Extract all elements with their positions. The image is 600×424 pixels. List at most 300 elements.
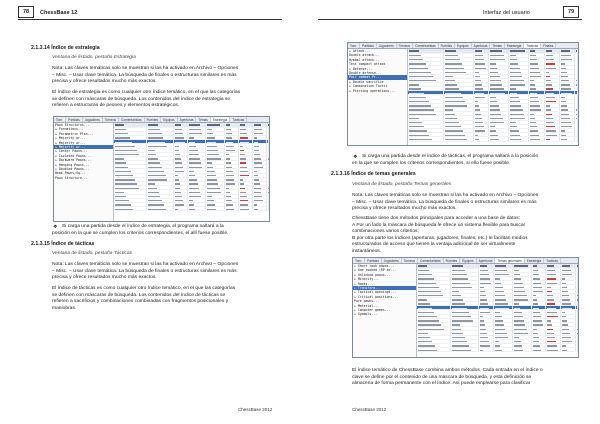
grid-cell <box>479 306 494 309</box>
grid-cell <box>561 306 576 309</box>
grid-cell <box>494 273 513 276</box>
grid-cell <box>174 203 188 206</box>
grid-cell <box>147 157 174 160</box>
grid-cell <box>474 58 489 61</box>
screenshot-tab: Comentaristas <box>119 117 145 122</box>
grid-cell <box>267 190 269 193</box>
running-title: Interfaz del usuario <box>483 10 530 16</box>
grid-cell <box>576 315 579 318</box>
grid-cell <box>545 54 560 57</box>
grid-cell <box>206 161 224 164</box>
grid-cell <box>494 285 513 288</box>
grid-cell <box>408 62 444 65</box>
grid-cell <box>575 54 578 57</box>
grid-cell <box>560 104 575 107</box>
note-line: – Misc. – Usar clave temática. La búsqueda de finales o estructuras similares es más <box>352 199 537 205</box>
grid-cell <box>225 174 239 177</box>
grid-cell <box>444 125 474 128</box>
grid-cell <box>444 121 474 124</box>
grid-cell <box>560 91 575 94</box>
grid-cell <box>575 108 578 111</box>
grid-cell <box>408 104 444 107</box>
grid-cell <box>206 153 224 156</box>
grid-cell <box>561 294 576 297</box>
body-line: El índice temático de ChessBase combina ambos métodos. Cada entrada en el índice o <box>352 368 543 373</box>
intro-line: ChessBase tiene dos métodos principales para acceder a una base de datos: <box>352 216 521 221</box>
tactics-index-screenshot <box>347 42 579 146</box>
grid-cell <box>225 195 239 198</box>
grid-cell <box>529 133 544 136</box>
grid-cell <box>494 294 513 297</box>
tree-item: + Material... <box>354 303 379 308</box>
grid-cell <box>560 79 575 82</box>
grid-cell <box>529 95 544 98</box>
grid-cell <box>546 298 561 301</box>
grid-cell <box>444 70 474 73</box>
grid-cell <box>513 302 532 305</box>
grid-cell <box>188 132 206 135</box>
grid-cell <box>225 140 239 143</box>
grid-cell <box>545 49 560 53</box>
grid-cell <box>188 195 206 198</box>
grid-cell <box>253 203 267 206</box>
grid-cell <box>560 129 575 132</box>
grid-cell <box>408 66 444 69</box>
grid-cell <box>444 79 474 82</box>
grid-cell <box>494 281 513 284</box>
grid-cell <box>417 269 451 272</box>
body-line: se definen con máscaras de búsqueda. Los contenidos del índice de estrategia se <box>52 96 231 102</box>
grid-cell <box>114 136 147 139</box>
grid-cell <box>267 199 269 202</box>
grid-cell <box>206 178 224 181</box>
grid-cell <box>575 137 578 140</box>
grid-cell <box>529 49 544 53</box>
grid-cell <box>513 327 532 330</box>
grid-cell <box>114 165 147 168</box>
grid-cell <box>267 149 269 152</box>
grid-cell <box>560 133 575 136</box>
list-item-a: A Por un lado la máscara de búsqueda le ofrece un sistema flexible para buscar <box>352 222 526 228</box>
grid-cell <box>188 128 206 131</box>
grid-cell <box>545 121 560 124</box>
grid-cell <box>253 186 267 189</box>
grid-cell <box>479 273 494 276</box>
grid-cell <box>417 323 451 326</box>
grid-cell <box>509 54 529 57</box>
grid-cell <box>575 112 578 115</box>
screenshot-tab: Jugadores <box>382 258 402 263</box>
grid-cell <box>489 79 509 82</box>
grid-cell <box>532 277 547 280</box>
grid-cell <box>494 344 513 347</box>
grid-cell <box>474 116 489 119</box>
tree-item: + Isolated Pawns... <box>55 153 92 158</box>
body-line: almacena de forma permanente con el índice. Así puede emplearse para clasificar <box>352 381 531 386</box>
grid-cell <box>529 66 544 69</box>
grid-cell <box>188 136 206 139</box>
page-number: 78 <box>18 6 34 18</box>
grid-cell <box>451 348 479 351</box>
grid-cell <box>509 116 529 119</box>
grid-cell <box>513 294 532 297</box>
grid-cell <box>239 199 253 202</box>
grid-cell <box>206 203 224 206</box>
grid-cell <box>188 153 206 156</box>
grid-cell <box>174 169 188 172</box>
grid-cell <box>479 294 494 297</box>
page-footer: ChessBase 2012 <box>352 407 387 412</box>
note-line: precisa y ofrece resultados mucho más exactos. <box>352 206 457 211</box>
grid-cell <box>509 49 529 53</box>
grid-cell <box>489 66 509 69</box>
grid-cell <box>147 178 174 181</box>
grid-cell <box>474 125 489 128</box>
grid-cell <box>114 178 147 181</box>
grid-cell <box>494 298 513 301</box>
grid-cell <box>114 149 147 152</box>
grid-cell <box>206 195 224 198</box>
grid-cell <box>408 91 444 94</box>
list-item-a: combinaciones varios criterios; <box>352 229 419 234</box>
tree-item: + Majority wr... <box>55 140 86 145</box>
grid-cell <box>474 49 489 53</box>
grid-cell <box>546 323 561 326</box>
grid-cell <box>408 54 444 57</box>
grid-cell <box>494 323 513 326</box>
screenshot-tab: Equipos <box>455 43 472 48</box>
grid-cell <box>188 182 206 185</box>
grid-cell <box>147 128 174 131</box>
grid-cell <box>114 144 147 147</box>
grid-cell <box>513 331 532 334</box>
list-item-b: estructurados de acceso que tienen la ventaja adicional de ser virtualmente <box>352 242 516 247</box>
grid-cell <box>174 182 188 185</box>
grid-cell <box>546 290 561 293</box>
grid-cell <box>545 104 560 107</box>
tree-item: + Attack... <box>349 49 371 53</box>
grid-cell <box>114 182 147 185</box>
grid-cell <box>451 285 479 288</box>
grid-cell <box>513 285 532 288</box>
grid-cell <box>494 306 513 309</box>
grid-cell <box>479 336 494 339</box>
grid-cell <box>489 83 509 86</box>
grid-cell <box>576 285 579 288</box>
grid-cell <box>408 112 444 115</box>
grid-cell <box>532 331 547 334</box>
body-line: El índice de tácticas es como cualquier otro índice temático, en el que las categorías <box>52 286 236 291</box>
grid-cell <box>513 298 532 301</box>
grid-cell <box>545 58 560 61</box>
grid-cell <box>494 290 513 293</box>
grid-cell <box>206 132 224 135</box>
grid-cell <box>560 70 575 73</box>
grid-cell <box>561 285 576 288</box>
screenshot-tab: Torn. <box>348 43 360 48</box>
grid-cell <box>576 306 579 309</box>
grid-cell <box>545 87 560 90</box>
grid-cell <box>147 161 174 164</box>
grid-cell <box>489 125 509 128</box>
grid-cell <box>147 144 174 147</box>
grid-cell <box>174 186 188 189</box>
grid-cell <box>188 190 206 193</box>
grid-cell <box>225 178 239 181</box>
grid-cell <box>529 112 544 115</box>
grid-cell <box>545 112 560 115</box>
grid-cell <box>408 70 444 73</box>
grid-cell <box>545 91 560 94</box>
tree-item: Pair combat Pr... <box>348 75 407 79</box>
grid-cell <box>253 165 267 168</box>
grid-cell <box>561 302 576 305</box>
body-line: refieren a estructuras de peones y elementos estratégicos. <box>52 103 180 108</box>
grid-cell <box>267 132 269 135</box>
grid-cell <box>576 264 579 268</box>
grid-cell <box>417 348 451 351</box>
grid-cell <box>576 319 579 322</box>
grid-cell <box>532 336 547 339</box>
screenshot-tab: Finales <box>541 43 556 48</box>
grid-cell <box>561 290 576 293</box>
grid-cell <box>529 70 544 73</box>
tree-item: Pure pawns... <box>354 299 379 304</box>
grid-cell <box>474 133 489 136</box>
grid-cell <box>206 144 224 147</box>
tree-item: + Computer games... <box>354 308 391 313</box>
grid-cell <box>225 153 239 156</box>
screenshot-tree-panel <box>353 264 417 357</box>
grid-cell <box>225 207 239 210</box>
grid-cell <box>575 133 578 136</box>
grid-cell <box>253 140 267 143</box>
grid-cell <box>576 323 579 326</box>
grid-cell <box>545 79 560 82</box>
screenshot-tab: Temas <box>490 43 504 48</box>
grid-cell <box>479 298 494 301</box>
grid-cell <box>545 133 560 136</box>
grid-cell <box>239 165 253 168</box>
grid-cell <box>267 153 269 156</box>
grid-cell <box>239 140 253 143</box>
grid-cell <box>509 104 529 107</box>
grid-cell <box>253 199 267 202</box>
grid-cell <box>267 203 269 206</box>
grid-cell <box>451 294 479 297</box>
grid-cell <box>253 128 267 131</box>
grid-cell <box>509 125 529 128</box>
grid-cell <box>532 269 547 272</box>
grid-cell <box>532 344 547 347</box>
grid-cell <box>529 79 544 82</box>
grid-cell <box>147 123 174 127</box>
caption-line: Si carga una partida desde el índice de tácticas, el programa saltará a la posición <box>362 154 539 159</box>
grid-cell <box>239 149 253 152</box>
grid-cell <box>174 136 188 139</box>
grid-cell <box>529 62 544 65</box>
bullet-icon: ❖ <box>353 154 358 160</box>
grid-cell <box>474 70 489 73</box>
grid-cell <box>509 75 529 78</box>
grid-cell <box>494 340 513 343</box>
grid-cell <box>509 100 529 103</box>
section-subtitle: Ventana de listado, pestaña Temas generales <box>352 182 452 187</box>
grid-cell <box>474 66 489 69</box>
grid-cell <box>451 340 479 343</box>
grid-cell <box>114 157 147 160</box>
grid-cell <box>489 54 509 57</box>
grid-cell <box>267 182 269 185</box>
grid-cell <box>417 302 451 305</box>
grid-cell <box>489 137 509 140</box>
grid-cell <box>529 87 544 90</box>
screenshot-tab: Equipos <box>460 258 477 263</box>
grid-cell <box>188 157 206 160</box>
grid-cell <box>576 331 579 334</box>
grid-cell <box>560 58 575 61</box>
grid-cell <box>253 174 267 177</box>
tree-item: + Rooks... <box>354 281 374 286</box>
grid-cell <box>267 174 269 177</box>
grid-cell <box>225 161 239 164</box>
grid-cell <box>206 157 224 160</box>
grid-cell <box>225 169 239 172</box>
screenshot-tab: Equipos <box>161 117 178 122</box>
grid-cell <box>529 121 544 124</box>
grid-cell <box>513 269 532 272</box>
grid-cell <box>560 125 575 128</box>
grid-cell <box>239 174 253 177</box>
grid-cell <box>253 149 267 152</box>
section-subtitle: Ventana de listado, pestaña Tácticas <box>52 251 133 256</box>
grid-cell <box>417 294 451 297</box>
grid-cell <box>489 58 509 61</box>
grid-cell <box>474 104 489 107</box>
grid-cell <box>529 100 544 103</box>
grid-cell <box>408 83 444 86</box>
grid-cell <box>225 186 239 189</box>
body-line: refieren a sacrificios y combinaciones combinadas con fragmentos posicionales y <box>52 299 229 304</box>
grid-cell <box>545 125 560 128</box>
grid-cell <box>546 285 561 288</box>
grid-cell <box>174 123 188 127</box>
grid-cell <box>489 87 509 90</box>
grid-cell <box>545 75 560 78</box>
grid-cell <box>444 87 474 90</box>
grid-cell <box>239 123 253 127</box>
grid-cell <box>147 136 174 139</box>
grid-cell <box>114 190 147 193</box>
grid-cell <box>546 336 561 339</box>
grid-cell <box>509 58 529 61</box>
grid-cell <box>114 207 147 210</box>
grid-cell <box>474 121 489 124</box>
grid-cell <box>267 169 269 172</box>
grid-cell <box>147 186 174 189</box>
grid-cell <box>494 336 513 339</box>
grid-cell <box>174 174 188 177</box>
bullet-icon: ❖ <box>53 224 58 230</box>
tree-item: + Unlinked pawns... <box>354 272 391 277</box>
grid-cell <box>575 70 578 73</box>
grid-cell <box>546 273 561 276</box>
grid-cell <box>575 121 578 124</box>
grid-cell <box>225 132 239 135</box>
section-heading: 2.1.3.16 Índice de temas generales <box>331 171 416 177</box>
grid-cell <box>561 264 576 268</box>
tree-item: Hymbal attack... <box>349 57 380 62</box>
screenshot-tab: Tácticas <box>230 117 247 122</box>
grid-cell <box>532 273 547 276</box>
grid-cell <box>147 182 174 185</box>
grid-cell <box>239 132 253 135</box>
grid-cell <box>532 340 547 343</box>
grid-cell <box>188 174 206 177</box>
grid-cell <box>253 136 267 139</box>
grid-cell <box>451 306 479 309</box>
grid-cell <box>479 327 494 330</box>
grid-cell <box>529 108 544 111</box>
grid-cell <box>532 310 547 313</box>
grid-cell <box>174 149 188 152</box>
screenshot-tab: Comentaristas <box>418 258 444 263</box>
grid-cell <box>494 302 513 305</box>
grid-cell <box>253 144 267 147</box>
grid-cell <box>253 153 267 156</box>
grid-cell <box>560 87 575 90</box>
tree-item: + Combination Tactic <box>349 84 388 89</box>
grid-cell <box>188 123 206 127</box>
grid-cell <box>417 310 451 313</box>
grid-cell <box>174 207 188 210</box>
grid-cell <box>575 91 578 94</box>
grid-cell <box>239 157 253 160</box>
grid-cell <box>174 190 188 193</box>
grid-cell <box>489 121 509 124</box>
grid-cell <box>408 137 444 140</box>
grid-cell <box>575 104 578 107</box>
grid-cell <box>174 157 188 160</box>
grid-cell <box>532 319 547 322</box>
grid-cell <box>188 161 206 164</box>
grid-cell <box>513 277 532 280</box>
grid-cell <box>408 79 444 82</box>
tree-item: + Defense... <box>349 66 373 71</box>
grid-cell <box>509 62 529 65</box>
grid-cell <box>147 165 174 168</box>
grid-cell <box>267 144 269 147</box>
grid-cell <box>147 199 174 202</box>
body-line: maniobras. <box>52 305 77 311</box>
grid-cell <box>489 49 509 53</box>
grid-cell <box>417 290 451 293</box>
grid-cell <box>576 281 579 284</box>
grid-cell <box>253 157 267 160</box>
section-heading: 2.1.3.14 Índice de estrategia <box>31 45 100 51</box>
grid-cell <box>545 70 560 73</box>
grid-cell <box>545 66 560 69</box>
grid-cell <box>546 294 561 297</box>
screenshot-tab: Aperturas <box>472 43 491 48</box>
grid-cell <box>451 264 479 268</box>
grid-cell <box>451 302 479 305</box>
grid-cell <box>239 169 253 172</box>
grid-cell <box>188 149 206 152</box>
grid-cell <box>560 116 575 119</box>
tree-item: + Critical positions... <box>354 294 399 299</box>
grid-cell <box>576 348 579 351</box>
